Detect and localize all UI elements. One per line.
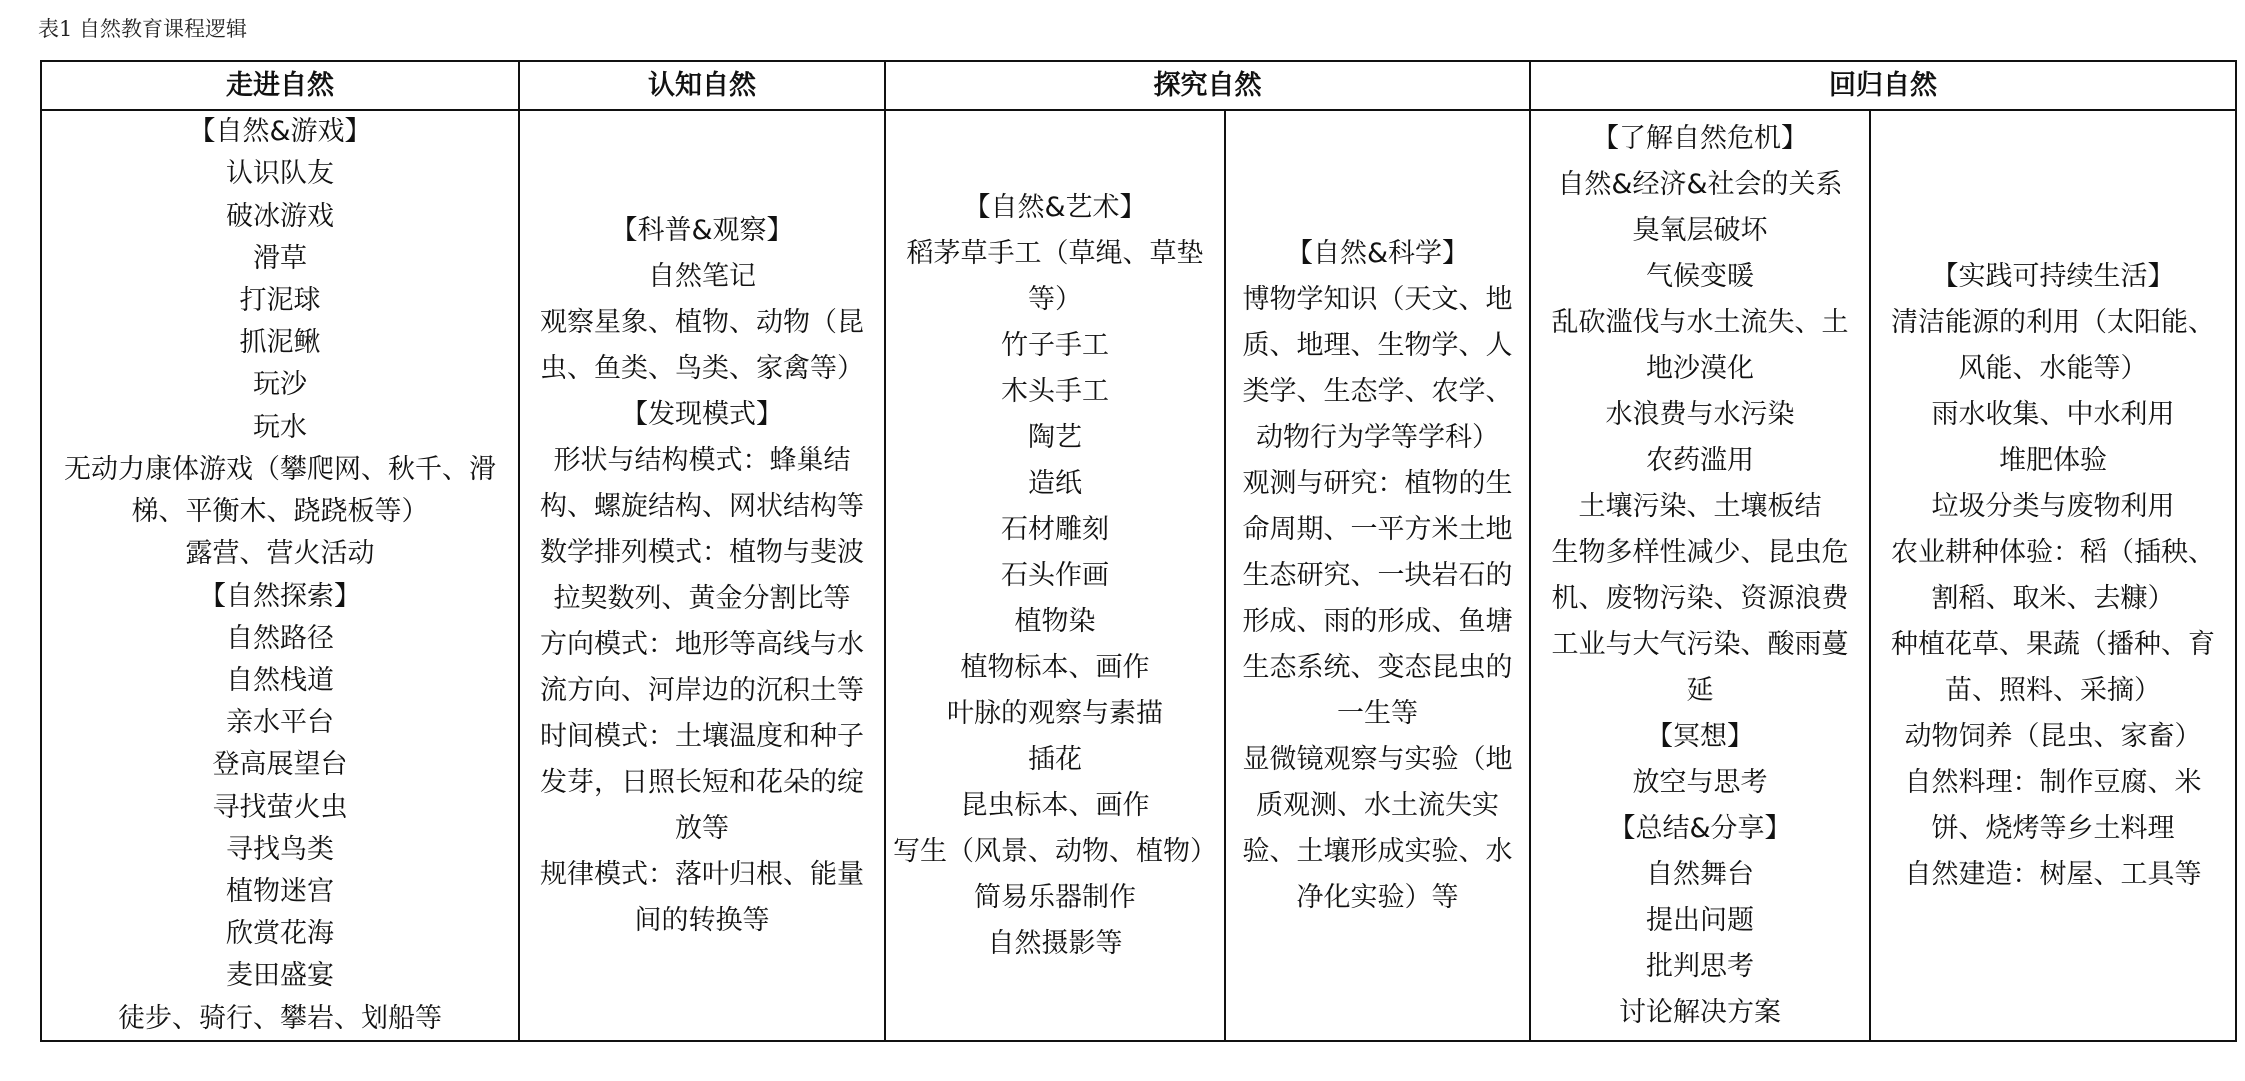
cell-line: 【自然&艺术】: [963, 191, 1147, 223]
cell-line: 插花: [1028, 743, 1082, 775]
cell-line: 机、废物污染、资源浪费: [1551, 582, 1849, 614]
cell-line: 植物标本、画作: [960, 651, 1150, 683]
cell-line: 麦田盛宴: [226, 960, 334, 992]
cell-line: 垃圾分类与废物利用: [1931, 490, 2175, 522]
cell-line: 稻茅草手工（草绳、草垫: [906, 237, 1204, 269]
cell-lines: [1877, 254, 2229, 898]
cell-line: 【自然探索】: [199, 580, 361, 612]
cell-line: 【了解自然危机】: [1592, 122, 1808, 154]
cell-line: 类学、生态学、农学、: [1242, 375, 1513, 407]
cell-nature-art: [885, 110, 1225, 1041]
cell-line: 自然舞台: [1646, 858, 1754, 890]
cell-line: 延: [1686, 674, 1714, 706]
cell-science-observation-patterns: [519, 110, 885, 1041]
cell-line: 等）: [1028, 283, 1082, 315]
cell-line: 自然料理：制作豆腐、米: [1904, 766, 2202, 798]
cell-line: 动物饲养（昆虫、家畜）: [1904, 720, 2202, 752]
cell-line: 观测与研究：植物的生: [1242, 467, 1513, 499]
cell-line: 批判思考: [1646, 950, 1754, 982]
cell-line: 农业耕种体验：稻（插秧、: [1891, 536, 2215, 568]
cell-line: 提出问题: [1646, 904, 1754, 936]
cell-line: 破冰游戏: [226, 200, 334, 232]
cell-lines: [48, 111, 512, 1039]
cell-line: 构、螺旋结构、网状结构等: [540, 490, 864, 522]
cell-line: 梯、平衡木、跷跷板等）: [131, 496, 429, 528]
cell-line: 无动力康体游戏（攀爬网、秋千、滑: [64, 453, 496, 485]
cell-line: 清洁能源的利用（太阳能、: [1891, 306, 2215, 338]
cell-line: 自然建造：树屋、工具等: [1904, 858, 2202, 890]
cell-line: 生态系统、变态昆虫的: [1242, 651, 1513, 683]
cell-line: 木头手工: [1001, 375, 1109, 407]
cell-line: 滑草: [253, 242, 307, 274]
cell-line: 讨论解决方案: [1619, 996, 1781, 1028]
cell-lines: [526, 208, 878, 944]
cell-line: 玩沙: [253, 369, 307, 401]
cell-line: 形状与结构模式：蜂巢结: [553, 444, 851, 476]
cell-line: 种植花草、果蔬（播种、育: [1891, 628, 2215, 660]
cell-line: 观察星象、植物、动物（昆: [540, 306, 864, 338]
cell-line: 叶脉的观察与素描: [947, 697, 1163, 729]
cell-line: 生态研究、一块岩石的: [1242, 559, 1513, 591]
cell-line: 露营、营火活动: [185, 538, 375, 570]
cell-line: 【冥想】: [1646, 720, 1754, 752]
cell-line: 间的转换等: [634, 904, 770, 936]
cell-nature-games-exploration: [41, 110, 519, 1041]
cell-line: 亲水平台: [226, 707, 334, 739]
cell-line: 竹子手工: [1001, 329, 1109, 361]
cell-line: 土壤污染、土壤板结: [1578, 490, 1822, 522]
cell-line: 陶艺: [1028, 421, 1082, 453]
cell-line: 验、土壤形成实验、水: [1242, 835, 1513, 867]
cell-line: 乱砍滥伐与水土流失、土: [1551, 306, 1849, 338]
cell-line: 【实践可持续生活】: [1931, 260, 2175, 292]
cell-line: 拉契数列、黄金分割比等: [553, 582, 851, 614]
cell-line: 工业与大气污染、酸雨蔓: [1551, 628, 1849, 660]
cell-sustainable-living: [1870, 110, 2236, 1041]
cell-nature-crisis-meditation-sharing: [1530, 110, 1870, 1041]
header-cognize-nature: 认知自然: [519, 61, 885, 110]
cell-line: 风能、水能等）: [1958, 352, 2148, 384]
cell-line: 打泥球: [239, 285, 321, 317]
cell-line: 流方向、河岸边的沉积土等: [540, 674, 864, 706]
cell-line: 雨水收集、中水利用: [1931, 398, 2175, 430]
cell-line: 农药滥用: [1646, 444, 1754, 476]
cell-line: 苗、照料、采摘）: [1945, 674, 2161, 706]
cell-line: 放空与思考: [1632, 766, 1768, 798]
cell-line: 【科普&观察】: [610, 214, 794, 246]
cell-line: 寻找鸟类: [226, 833, 334, 865]
curriculum-table: [40, 60, 2237, 1042]
cell-line: 动物行为学等学科）: [1256, 421, 1499, 453]
cell-line: 欣赏花海: [226, 918, 334, 950]
cell-line: 时间模式：土壤温度和种子: [540, 720, 864, 752]
cell-line: 玩水: [253, 411, 307, 443]
cell-line: 寻找萤火虫: [212, 791, 348, 823]
cell-line: 【发现模式】: [621, 398, 783, 430]
cell-line: 自然&经济&社会的关系: [1557, 168, 1843, 200]
cell-line: 【总结&分享】: [1608, 812, 1792, 844]
header-enter-nature: 走进自然: [41, 61, 519, 110]
cell-lines: [1232, 231, 1523, 921]
cell-line: 登高展望台: [212, 749, 348, 781]
cell-line: 【自然&游戏】: [188, 116, 372, 148]
cell-line: 虫、鱼类、鸟类、家禽等）: [540, 352, 864, 384]
cell-line: 简易乐器制作: [974, 881, 1136, 913]
cell-line: 臭氧层破坏: [1632, 214, 1768, 246]
cell-line: 自然笔记: [648, 260, 756, 292]
cell-line: 自然摄影等: [987, 927, 1123, 959]
cell-line: 认识队友: [226, 158, 334, 190]
cell-line: 饼、烧烤等乡土料理: [1931, 812, 2175, 844]
cell-line: 数学排列模式：植物与斐波: [540, 536, 864, 568]
cell-lines: [1537, 116, 1863, 1036]
table-row: [41, 110, 2236, 1041]
cell-line: 自然路径: [226, 622, 334, 654]
cell-line: 石材雕刻: [1001, 513, 1109, 545]
cell-line: 堆肥体验: [1999, 444, 2107, 476]
cell-line: 发芽，日照长短和花朵的绽: [540, 766, 864, 798]
table-header-row: [41, 61, 2236, 110]
cell-line: 质观测、水土流失实: [1256, 789, 1499, 821]
cell-line: 地沙漠化: [1646, 352, 1754, 384]
cell-line: 净化实验）等: [1296, 881, 1459, 913]
cell-lines: [892, 185, 1218, 967]
cell-line: 自然栈道: [226, 664, 334, 696]
cell-line: 命周期、一平方米土地: [1242, 513, 1513, 545]
cell-line: 石头作画: [1001, 559, 1109, 591]
header-return-nature: 回归自然: [1530, 61, 2236, 110]
header-explore-nature: 探究自然: [885, 61, 1530, 110]
cell-line: 水浪费与水污染: [1605, 398, 1795, 430]
cell-line: 规律模式：落叶归根、能量: [540, 858, 864, 890]
cell-line: 割稻、取米、去糠）: [1931, 582, 2175, 614]
cell-nature-science: [1225, 110, 1530, 1041]
table-caption: 表1 自然教育课程逻辑: [38, 17, 248, 41]
cell-line: 放等: [675, 812, 729, 844]
cell-line: 质、地理、生物学、人: [1242, 329, 1513, 361]
cell-line: 昆虫标本、画作: [960, 789, 1150, 821]
cell-line: 写生（风景、动物、植物）: [893, 835, 1217, 867]
cell-line: 抓泥鳅: [239, 327, 321, 359]
cell-line: 植物迷宫: [226, 875, 334, 907]
cell-line: 方向模式：地形等高线与水: [540, 628, 864, 660]
cell-line: 形成、雨的形成、鱼塘: [1242, 605, 1513, 637]
cell-line: 显微镜观察与实验（地: [1242, 743, 1513, 775]
cell-line: 生物多样性减少、昆虫危: [1551, 536, 1849, 568]
cell-line: 博物学知识（天文、地: [1242, 283, 1513, 315]
cell-line: 一生等: [1337, 697, 1418, 729]
cell-line: 【自然&科学】: [1285, 237, 1470, 269]
cell-line: 植物染: [1014, 605, 1096, 637]
cell-line: 造纸: [1028, 467, 1082, 499]
cell-line: 气候变暖: [1646, 260, 1754, 292]
cell-line: 徒步、骑行、攀岩、划船等: [118, 1002, 442, 1034]
